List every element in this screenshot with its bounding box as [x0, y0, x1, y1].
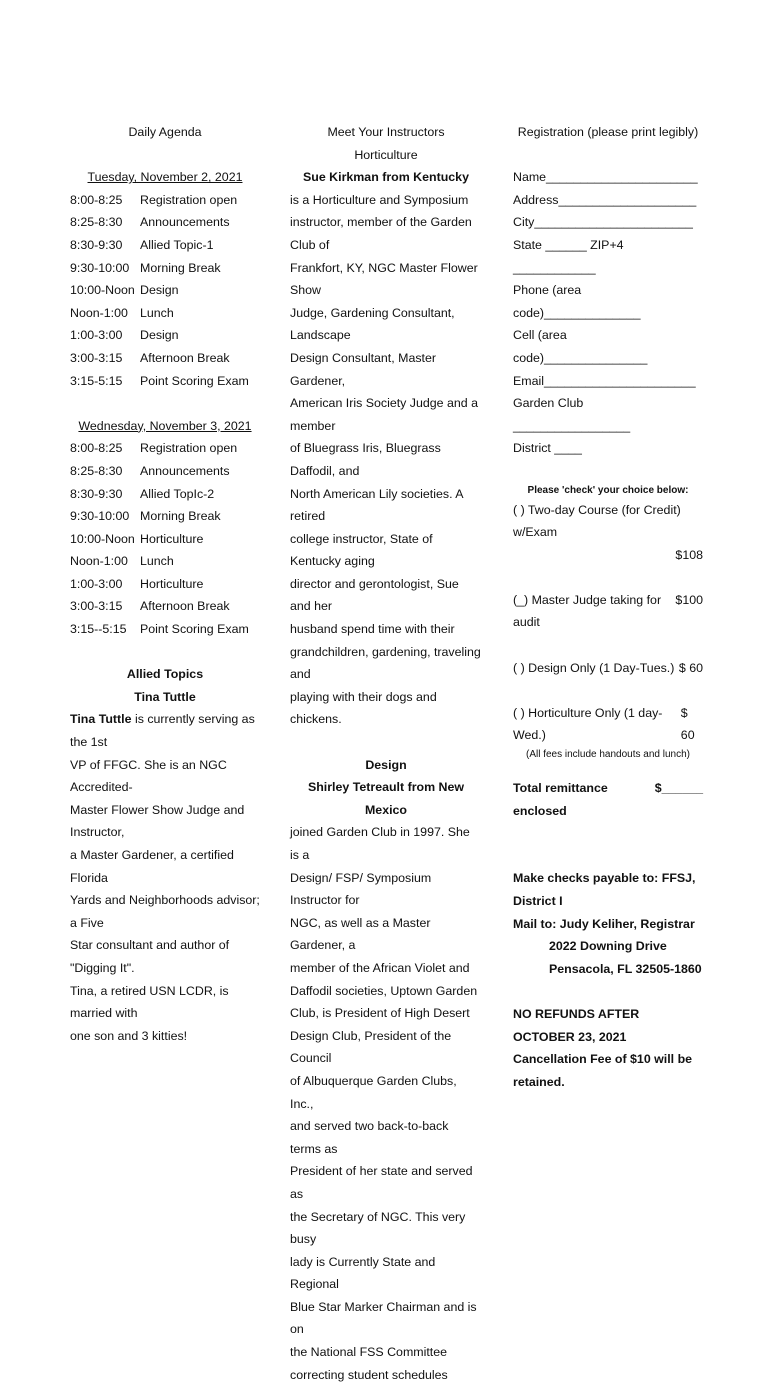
option-price: $ 60	[678, 660, 703, 675]
schedule-row	[70, 234, 260, 257]
day2-heading: Wednesday, November 3, 2021	[78, 418, 252, 433]
schedule-row	[70, 370, 260, 393]
schedule-time: 8:30-9:30	[70, 237, 123, 252]
schedule-item: Afternoon Break	[140, 350, 230, 365]
district-field: District ____	[513, 441, 582, 456]
schedule-row	[70, 505, 260, 528]
option-horticulture-only	[513, 702, 703, 747]
bio-line: Frankfort, KY, NGC Master Flower Show	[290, 260, 478, 298]
bio-line: Design Consultant, Master Gardener,	[290, 350, 437, 388]
bio-line: husband spend time with their	[290, 622, 455, 637]
bio-line: lady is Currently State and Regional	[290, 1254, 436, 1292]
schedule-item: Afternoon Break	[140, 599, 230, 614]
day1-schedule	[70, 189, 260, 392]
instructors-title: Meet Your Instructors	[327, 125, 445, 139]
bio-line: the Secretary of NGC. This very busy	[290, 1209, 466, 1247]
total-label: Total remittance enclosed	[513, 781, 608, 818]
option-label: ( ) Horticulture Only (1 day-Wed.)	[513, 705, 663, 743]
schedule-item: Announcements	[140, 463, 230, 478]
schedule-time: 9:30-10:00	[70, 260, 130, 275]
schedule-row	[70, 437, 260, 460]
address-field: Address____________________	[513, 192, 697, 207]
name-field: Name______________________	[513, 170, 698, 185]
cancellation-fee: Cancellation Fee of $10 will be retained.	[513, 1052, 693, 1089]
schedule-item: Design	[140, 283, 179, 298]
state-zip-field: State ______ ZIP+4 ____________	[513, 237, 624, 275]
city-field: City_______________________	[513, 215, 693, 230]
schedule-time: 3:15--5:15	[70, 622, 127, 637]
agenda-title: Daily Agenda	[128, 125, 202, 139]
bio-line: correcting student schedules	[290, 1367, 448, 1382]
allied-heading: Allied Topics	[126, 667, 204, 682]
schedule-time: 1:00-3:00	[70, 576, 123, 591]
schedule-item: Registration open	[140, 192, 238, 207]
bio-line: one son and 3 kitties!	[70, 1028, 188, 1043]
schedule-time: 1:00-3:00	[70, 328, 123, 343]
option-price: $108	[675, 547, 703, 562]
bio-line: playing with their dogs and chickens.	[290, 689, 437, 727]
schedule-item: Point Scoring Exam	[140, 622, 249, 637]
bio-line: is currently serving as the 1st	[70, 712, 255, 750]
schedule-item: Lunch	[140, 554, 174, 569]
check-heading: Please 'check' your choice below:	[527, 484, 689, 496]
schedule-time: 3:15-5:15	[70, 373, 123, 388]
schedule-time: 8:25-8:30	[70, 463, 123, 478]
bio-line: and served two back-to-back terms as	[290, 1119, 449, 1156]
schedule-time: 3:00-3:15	[70, 599, 123, 614]
bio-line: Tina, a retired USN LCDR, is married with	[70, 983, 229, 1021]
bio-line: VP of FFGC. She is an NGC Accredited-	[70, 757, 227, 795]
schedule-time: 8:00-8:25	[70, 192, 123, 207]
schedule-row	[70, 595, 260, 618]
schedule-row	[70, 550, 260, 573]
schedule-row	[70, 347, 260, 370]
option-label: ( ) Design Only (1 Day-Tues.)	[513, 660, 675, 675]
bio-name: Tina Tuttle	[70, 712, 132, 727]
bio-line: joined Garden Club in 1997. She is a	[290, 825, 470, 862]
bio-line: Master Flower Show Judge and Instructor,	[70, 802, 245, 840]
refund-notice: NO REFUNDS AFTER OCTOBER 23, 2021	[513, 1006, 640, 1044]
schedule-item: Morning Break	[140, 509, 221, 524]
schedule-time: 9:30-10:00	[70, 509, 130, 524]
bio-line: Daffodil societies, Uptown Garden	[290, 983, 478, 998]
registration-fields	[513, 166, 703, 460]
bio-line: Club, is President of High Desert	[290, 1006, 470, 1021]
schedule-row	[70, 573, 260, 596]
schedule-item: Allied Topic-1	[140, 237, 214, 252]
phone-field: Phone (area code)______________	[513, 283, 641, 320]
schedule-time: 10:00-Noon	[70, 531, 135, 546]
bio-line: of Bluegrass Iris, Bluegrass Daffodil, and	[290, 441, 441, 478]
option-price: $100	[675, 592, 703, 607]
schedule-row	[70, 279, 260, 302]
mail-address-line2: Pensacola, FL 32505-1860	[549, 961, 702, 976]
fees-note: (All fees include handouts and lunch)	[526, 749, 690, 761]
schedule-time: 3:00-3:15	[70, 350, 123, 365]
option-master-judge	[513, 589, 703, 634]
option-design-only	[513, 657, 703, 680]
hort-heading: Horticulture	[354, 147, 418, 162]
bio-line: the National FSS Committee	[290, 1345, 448, 1360]
schedule-item: Morning Break	[140, 260, 221, 275]
mail-to: Mail to: Judy Keliher, Registrar	[513, 916, 695, 931]
schedule-item: Allied TopIc-2	[140, 486, 215, 501]
bio-line: American Iris Society Judge and a member	[290, 396, 479, 433]
schedule-row	[70, 528, 260, 551]
cell-field: Cell (area code)_______________	[513, 328, 648, 365]
schedule-time: 8:25-8:30	[70, 215, 123, 230]
schedule-item: Announcements	[140, 215, 230, 230]
allied-instructor-name: Tina Tuttle	[134, 689, 196, 704]
total-remittance	[513, 777, 703, 822]
bio-line: a Master Gardener, a certified Florida	[70, 848, 234, 885]
bio-line: Judge, Gardening Consultant, Landscape	[290, 305, 455, 343]
schedule-row	[70, 483, 260, 506]
bio-line: Yards and Neighborhoods advisor; a Five	[70, 893, 260, 930]
registration-column	[513, 121, 703, 1093]
agenda-column	[70, 121, 260, 1047]
bio-line: Blue Star Marker Chairman and is on	[290, 1299, 477, 1337]
payable-to: Make checks payable to: FFSJ, District I	[513, 871, 696, 908]
schedule-time: 8:00-8:25	[70, 441, 123, 456]
bio-line: Design/ FSP/ Symposium Instructor for	[290, 870, 432, 908]
bio-line: NGC, as well as a Master Gardener, a	[290, 915, 431, 953]
schedule-row	[70, 189, 260, 212]
schedule-row	[70, 211, 260, 234]
bio-line: is a Horticulture and Symposium	[290, 192, 469, 207]
email-field: Email______________________	[513, 373, 696, 388]
mail-address-line1: 2022 Downing Drive	[549, 939, 667, 954]
garden-club-field: Garden Club _________________	[513, 396, 631, 433]
schedule-row	[70, 618, 260, 641]
design-heading: Design	[365, 757, 407, 772]
hort-bio	[290, 189, 482, 731]
hort-instructor-name: Sue Kirkman from Kentucky	[303, 170, 469, 185]
bio-line: North American Lily societies. A retired	[290, 486, 463, 524]
option-price: $ 60	[680, 705, 695, 743]
option-two-day	[513, 499, 703, 567]
bio-line: Star consultant and author of "Digging It".	[70, 938, 230, 975]
schedule-row	[70, 324, 260, 347]
option-label: (_) Master Judge taking for audit	[513, 592, 662, 630]
schedule-item: Registration open	[140, 441, 238, 456]
bio-line: member of the African Violet and	[290, 960, 470, 975]
schedule-item: Horticulture	[140, 576, 204, 591]
schedule-row	[70, 257, 260, 280]
schedule-item: Point Scoring Exam	[140, 373, 249, 388]
schedule-item: Design	[140, 328, 179, 343]
bio-line: President of her state and served as	[290, 1164, 473, 1201]
schedule-item: Lunch	[140, 305, 174, 320]
schedule-time: 10:00-Noon	[70, 283, 135, 298]
bio-line: director and gerontologist, Sue and her	[290, 576, 459, 614]
schedule-time: Noon-1:00	[70, 554, 128, 569]
bio-line: college instructor, State of Kentucky aging	[290, 531, 433, 569]
design-bio	[290, 821, 482, 1386]
schedule-time: 8:30-9:30	[70, 486, 123, 501]
schedule-item: Horticulture	[140, 531, 204, 546]
total-blank: $______	[654, 781, 703, 796]
option-label: ( ) Two-day Course (for Credit) w/Exam	[513, 502, 681, 540]
registration-title: Registration (please print legibly)	[517, 125, 699, 139]
bio-line: instructor, member of the Garden Club of	[290, 215, 472, 252]
schedule-time: Noon-1:00	[70, 305, 128, 320]
bio-line: of Albuquerque Garden Clubs, Inc.,	[290, 1073, 457, 1111]
bio-line: Design Club, President of the Council	[290, 1028, 452, 1066]
bio-line: grandchildren, gardening, traveling and	[290, 644, 481, 682]
allied-bio	[70, 708, 260, 1047]
instructors-column	[290, 121, 482, 1386]
day2-schedule	[70, 437, 260, 640]
day1-heading: Tuesday, November 2, 2021	[87, 170, 243, 185]
schedule-row	[70, 302, 260, 325]
design-instructor-name: Shirley Tetreault from New Mexico	[307, 780, 465, 817]
schedule-row	[70, 460, 260, 483]
